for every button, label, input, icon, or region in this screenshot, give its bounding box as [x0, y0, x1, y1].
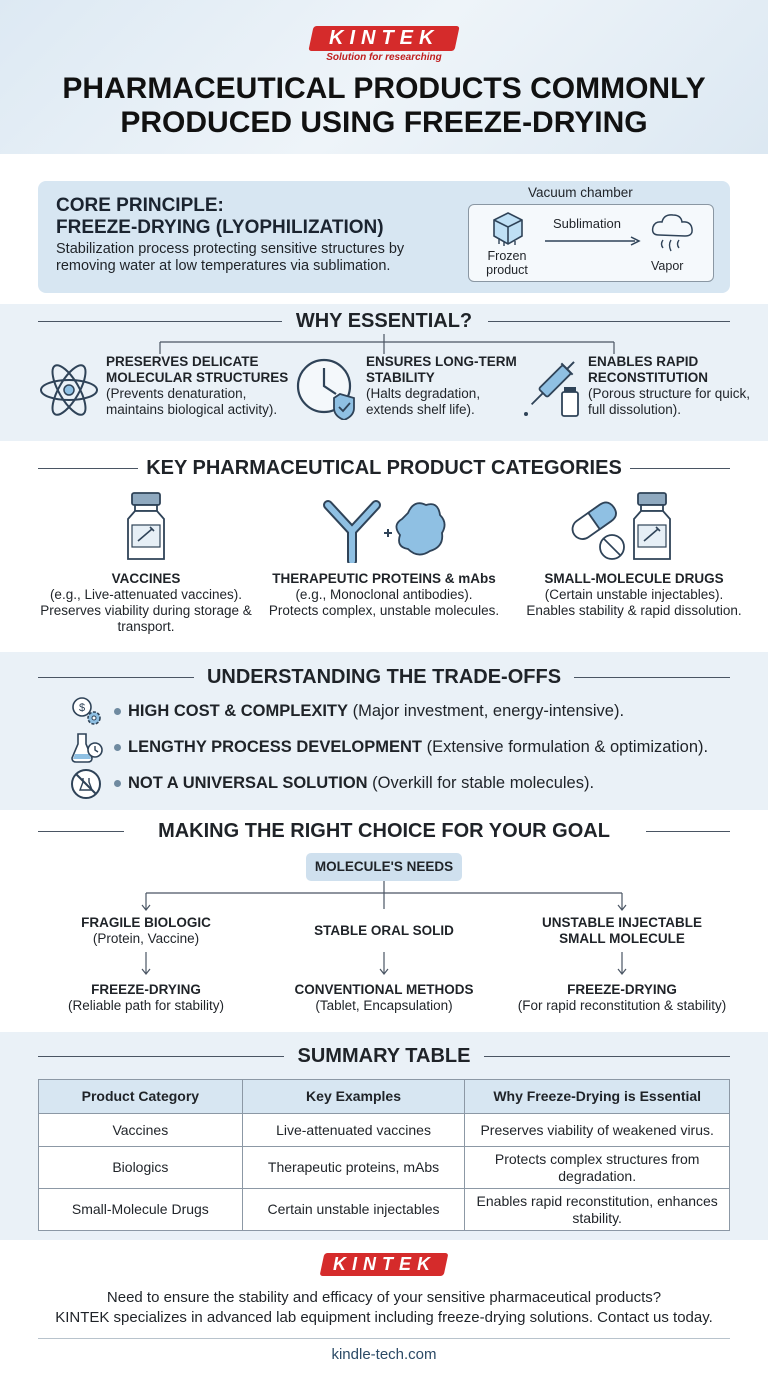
frozen-cube-icon	[491, 211, 525, 247]
table-header-row	[39, 1080, 730, 1114]
decision-case-oral: STABLE ORAL SOLID	[314, 923, 454, 938]
syringe-vial-icon	[520, 356, 582, 420]
frozen-product-label: Frozen product	[486, 249, 528, 277]
category-proteins	[262, 571, 506, 619]
tradeoff-title: HIGH COST & COMPLEXITY	[128, 702, 349, 720]
tradeoffs-section	[0, 652, 768, 810]
kintek-logo-footer[interactable]: KINTEK	[320, 1253, 449, 1276]
table-cell: Live-attenuated vaccines	[242, 1114, 465, 1147]
table-cell: Certain unstable injectables	[242, 1189, 465, 1231]
footer	[0, 1240, 768, 1376]
decision-result-injectable: FREEZE-DRYING (For rapid reconstitution & stability)	[517, 982, 727, 1013]
vapor-label: Vapor	[651, 259, 684, 273]
why-essential-heading: WHY ESSENTIAL?	[38, 308, 730, 334]
header	[0, 0, 768, 154]
category-desc: Enables stability & rapid dissolution.	[526, 603, 742, 618]
category-title: VACCINES	[111, 571, 181, 586]
tradeoffs-heading: UNDERSTANDING THE TRADE-OFFS	[38, 664, 730, 690]
core-principle-text: Stabilization process protecting sensitive structures by removing water at low temperatures via sublimation.	[56, 241, 405, 274]
categories-heading: KEY PHARMACEUTICAL PRODUCT CATEGORIES	[38, 455, 730, 481]
connector-lines	[0, 334, 768, 356]
core-principle-heading	[56, 195, 384, 239]
kintek-logo[interactable]: KINTEK	[308, 26, 459, 51]
table-cell: Enables rapid reconstitution, enhances stability.	[465, 1189, 730, 1231]
core-principle-card	[38, 181, 730, 293]
prohibited-icon	[70, 768, 104, 800]
why-item-title: PRESERVES DELICATE MOLECULAR STRUCTURES	[106, 354, 289, 385]
cost-gear-icon	[70, 696, 104, 728]
why-item-desc: (Halts degradation, extends shelf life).	[366, 386, 481, 417]
why-item-title: ENSURES LONG-TERM STABILITY	[366, 354, 517, 385]
table-cell: Small-Molecule Drugs	[39, 1189, 243, 1231]
flask-clock-icon	[70, 732, 104, 764]
footer-cta-text: Need to ensure the stability and efficacy of your sensitive pharmaceutical products? KINTEK specializes in advanced lab equipment including freeze-drying solutions. Contact us today.	[55, 1289, 713, 1326]
why-essential-section	[0, 304, 768, 441]
category-title: SMALL-MOLECULE DRUGS	[544, 571, 724, 586]
category-sub: (e.g., Live-attenuated vaccines).	[49, 587, 243, 602]
column-header: Product Category	[39, 1080, 243, 1114]
vacuum-chamber-diagram	[468, 204, 714, 282]
decision-heading: MAKING THE RIGHT CHOICE FOR YOUR GOAL	[38, 818, 730, 844]
column-header: Why Freeze-Drying is Essential	[465, 1080, 730, 1114]
summary-section	[0, 1032, 768, 1240]
decision-case-injectable: UNSTABLE INJECTABLE SMALL MOLECULE	[541, 915, 702, 946]
why-item-desc: (Porous structure for quick, full dissolution).	[588, 386, 751, 417]
clock-shield-icon	[296, 356, 358, 420]
page-title: PHARMACEUTICAL PRODUCTS COMMONLY PRODUCED USING FREEZE-DRYING	[62, 72, 706, 139]
tradeoff-desc: (Extensive formulation & optimization).	[422, 738, 709, 756]
summary-table	[38, 1079, 730, 1231]
decision-result-oral: CONVENTIONAL METHODS (Tablet, Encapsulation)	[294, 982, 474, 1013]
website-link[interactable]: kindle-tech.com	[331, 1346, 437, 1363]
table-cell: Biologics	[39, 1147, 243, 1189]
categories-section	[0, 441, 768, 652]
decision-result-fragile: FREEZE-DRYING (Reliable path for stability)	[67, 982, 225, 1013]
decision-case-fragile: FRAGILE BIOLOGIC (Protein, Vaccine)	[81, 915, 211, 946]
atom-icon	[38, 362, 100, 418]
table-row	[39, 1114, 730, 1147]
vapor-cloud-icon	[649, 211, 697, 255]
why-item-desc: (Prevents denaturation, maintains biological activity).	[106, 386, 278, 417]
table-row	[39, 1189, 730, 1231]
category-title: THERAPEUTIC PROTEINS & mAbs	[272, 571, 496, 586]
svg-text:$: $	[78, 702, 86, 714]
core-principle-section	[0, 154, 768, 304]
table-row	[39, 1147, 730, 1189]
tradeoff-desc: (Major investment, energy-intensive).	[348, 702, 625, 720]
table-cell: Therapeutic proteins, mAbs	[242, 1147, 465, 1189]
vacuum-chamber-label: Vacuum chamber	[528, 185, 633, 200]
table-cell: Protects complex structures from degradation.	[465, 1147, 730, 1189]
sublimation-label: Sublimation	[553, 216, 621, 231]
tradeoff-title: LENGTHY PROCESS DEVELOPMENT	[128, 738, 422, 756]
brand-tagline: Solution for researching	[326, 52, 442, 63]
antibody-protein-icon	[320, 491, 450, 563]
vial-icon	[124, 491, 168, 563]
table-cell: Vaccines	[39, 1114, 243, 1147]
summary-heading: SUMMARY TABLE	[38, 1043, 730, 1069]
core-heading-line1: CORE PRINCIPLE:	[56, 195, 224, 216]
category-sub: (Certain unstable injectables).	[544, 587, 724, 602]
tradeoff-desc: (Overkill for stable molecules).	[367, 774, 595, 792]
category-small-molecule	[516, 571, 752, 619]
decision-section	[0, 810, 768, 1032]
category-desc: Protects complex, unstable molecules.	[268, 603, 500, 618]
molecule-needs-node: MOLECULE'S NEEDS	[306, 853, 462, 881]
tradeoff-title: NOT A UNIVERSAL SOLUTION	[128, 774, 368, 792]
core-heading-line2: FREEZE-DRYING (LYOPHILIZATION)	[56, 217, 384, 238]
category-sub: (e.g., Monoclonal antibodies).	[295, 587, 473, 602]
category-vaccines	[38, 571, 254, 635]
pills-vial-icon	[564, 491, 676, 563]
table-cell: Preserves viability of weakened virus.	[465, 1114, 730, 1147]
why-item-title: ENABLES RAPID RECONSTITUTION	[588, 354, 708, 385]
column-header: Key Examples	[242, 1080, 465, 1114]
footer-divider	[38, 1338, 730, 1339]
category-desc: Preserves viability during storage & transport.	[40, 603, 252, 634]
arrow-right-icon	[543, 235, 643, 247]
